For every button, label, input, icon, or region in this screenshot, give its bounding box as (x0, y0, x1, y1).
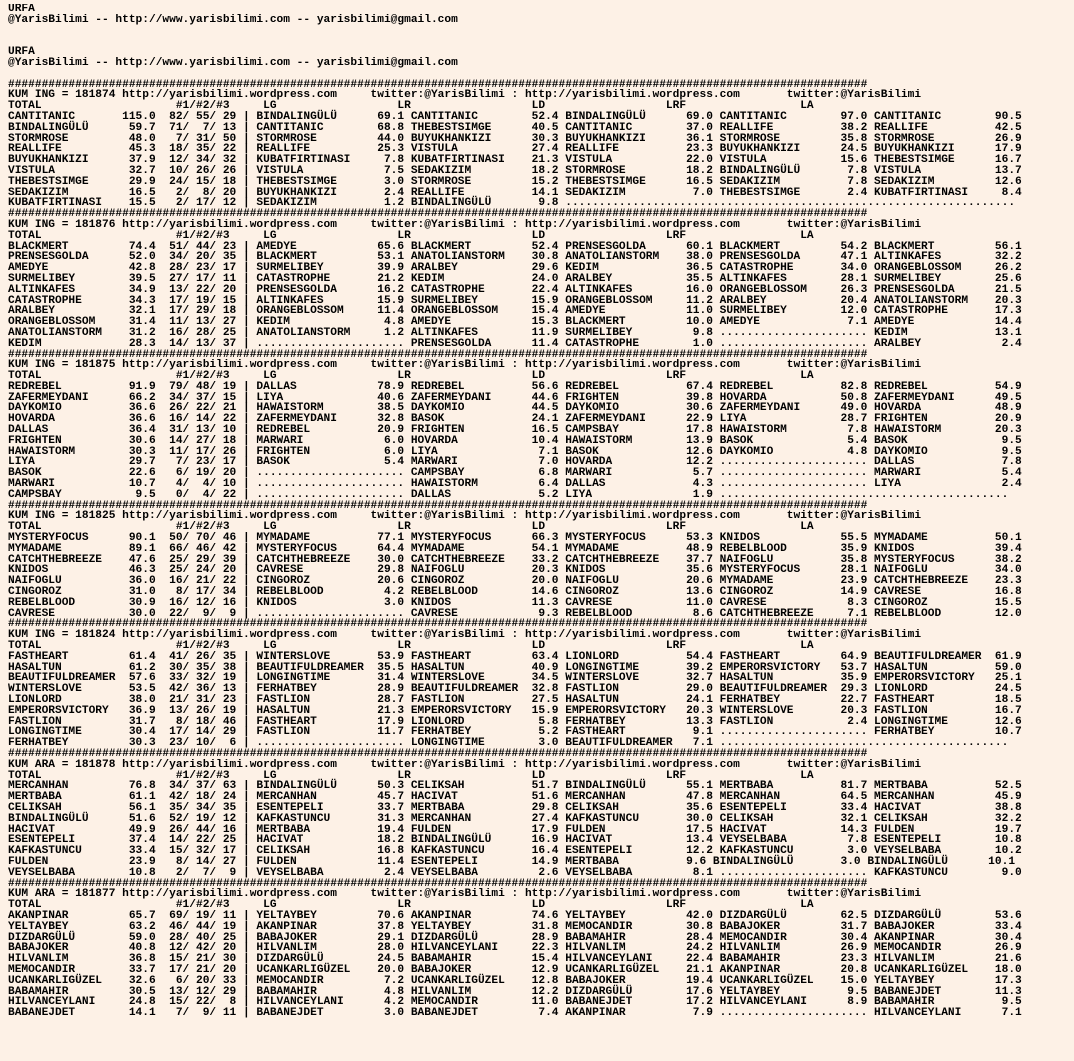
site-header-line: @YarisBilimi -- http://www.yarisbilimi.com -- yarisbilimi@gmail.com (8, 56, 458, 69)
result-row: BUYUKHANKIZI 37.9 12/ 34/ 32 | KUBATFIRTINASI 7.8 KUBATFIRTINASI 21.3 VISTULA 22.0 VISTULA 15.6 THEBESTSIMGE 16.7 (8, 154, 1022, 167)
result-row: UCANKARLIGÜZEL 32.6 6/ 20/ 33 | MEMOCANDIR 7.2 UCANKARLIGÜZEL 12.8 BABAJOKER 19.4 UCANKARLIGÜZEL 15.0 YELTAYBEY 17.3 (8, 974, 1022, 987)
result-row: KAFKASTUNCU 33.4 15/ 32/ 17 | CELIKSAH 16.8 KAFKASTUNCU 16.4 ESENTEPELI 12.2 KAFKASTUNCU 3.0 VEYSELBABA 10.2 (8, 845, 1022, 858)
result-row: BLACKMERT 74.4 51/ 44/ 23 | AMEDYE 65.6 BLACKMERT 52.4 PRENSESGOLDA 60.1 BLACKMERT 54.2 BLACKMERT 56.1 (8, 240, 1022, 253)
result-row: FASTHEART 61.4 41/ 26/ 35 | WINTERSLOVE 53.9 FASTHEART 63.4 LIONLORD 54.4 FASTHEART 64.9 BEAUTIFULDREAMER 61.9 (8, 650, 1022, 663)
column-header-line: TOTAL #1/#2/#3 LG LR LD LRF LA (8, 370, 814, 383)
result-row: ANATOLIANSTORM 31.2 16/ 28/ 25 | ANATOLIANSTORM 1.2 ALTINKAFES 11.9 SURMELIBEY 9.8 ...................... KEDIM 13.1 (8, 326, 1022, 339)
result-row: YELTAYBEY 63.2 46/ 44/ 19 | AKANPINAR 37.8 YELTAYBEY 31.8 MEMOCANDIR 30.8 BABAJOKER 31.7 BABAJOKER 33.4 (8, 920, 1022, 933)
column-header-line: TOTAL #1/#2/#3 LG LR LD LRF LA (8, 229, 814, 242)
result-row: BABAJOKER 40.8 12/ 42/ 20 | HILVANLIM 28.0 HILVANCEYLANI 22.3 HILVANLIM 24.2 HILVANLIM 26.9 MEMOCANDIR 26.9 (8, 942, 1022, 955)
result-row: MYMADAME 89.1 66/ 46/ 42 | MYSTERYFOCUS 64.4 MYMADAME 54.1 MYMADAME 48.9 REBELBLOOD 35.9 KNIDOS 39.4 (8, 542, 1022, 555)
result-row: LIONLORD 38.0 21/ 31/ 23 | FASTLION 28.7 FASTLION 27.5 HASALTUN 24.1 FERHATBEY 22.7 FASTHEART 18.5 (8, 694, 1022, 706)
result-row: HILVANLIM 36.8 15/ 21/ 30 | DIZDARGÜLÜ 24.5 BABAMAHIR 15.4 HILVANCEYLANI 22.4 BABAMAHIR 23.3 HILVANLIM 21.6 (8, 953, 1022, 966)
result-row: BEAUTIFULDREAMER 57.6 33/ 32/ 19 | LONGINGTIME 31.4 WINTERSLOVE 34.5 WINTERSLOVE 32.7 HASALTUN 35.9 EMPERORSVICTORY 25.1 (8, 672, 1022, 685)
result-row: HOVARDA 36.6 16/ 14/ 22 | ZAFERMEYDANI 32.8 BASOK 24.1 ZAFERMEYDANI 22.9 LIYA 28.7 FRIGHTEN 20.9 (8, 413, 1022, 426)
column-header-line: TOTAL #1/#2/#3 LG LR LD LRF LA (8, 100, 814, 113)
results-text (8, 4, 1074, 1019)
result-row: DALLAS 36.4 31/ 13/ 10 | REDREBEL 20.9 FRIGHTEN 16.5 CAMPSBAY 17.8 HAWAISTORM 7.8 HAWAISTORM 20.3 (8, 424, 1022, 437)
result-row: BABAMAHIR 30.5 13/ 12/ 29 | BABAMAHIR 4.8 HILVANLIM 12.2 DIZDARGÜLÜ 17.6 YELTAYBEY 9.5 BABANEJDET 11.3 (8, 985, 1022, 998)
results-document (8, 4, 1074, 1061)
site-header-line: URFA (8, 4, 35, 15)
result-row: FERHATBEY 30.3 23/ 10/ 6 | ...................... LONGINGTIME 3.0 BEAUTIFULDREAMER 7.1 ........................................... (8, 737, 1009, 750)
result-row: REDREBEL 91.9 79/ 48/ 19 | DALLAS 78.9 REDREBEL 56.6 REDREBEL 67.4 REDREBEL 82.8 REDREBEL 54.9 (8, 380, 1022, 393)
result-row: WINTERSLOVE 53.5 42/ 36/ 13 | FERHATBEY 28.9 BEAUTIFULDREAMER 32.8 FASTLION 29.0 BEAUTIFULDREAMER 29.3 LIONLORD 24.5 (8, 683, 1022, 696)
separator-line: ################################################################################################################################ (8, 348, 868, 361)
result-row: HASALTUN 61.2 30/ 35/ 38 | BEAUTIFULDREAMER 35.5 HASALTUN 40.9 LONGINGTIME 39.2 EMPERORSVICTORY 53.7 HASALTUN 59.0 (8, 661, 1022, 674)
result-row: AKANPINAR 65.7 69/ 19/ 11 | YELTAYBEY 70.6 AKANPINAR 74.6 YELTAYBEY 42.0 DIZDARGÜLÜ 62.5 DIZDARGÜLÜ 53.6 (8, 909, 1022, 922)
result-row: CAMPSBAY 9.5 0/ 4/ 22 | ...................... DALLAS 5.2 LIYA 1.9 ........................................... (8, 488, 1009, 501)
separator-line: ################################################################################################################################ (8, 618, 868, 631)
result-row: KEDIM 28.3 14/ 13/ 37 | ...................... PRENSESGOLDA 11.4 CATASTROPHE 1.0 ...................... ARALBEY 2.4 (8, 337, 1022, 350)
result-row: ALTINKAFES 34.9 13/ 22/ 20 | PRENSESGOLDA 16.2 CATASTROPHE 22.4 ALTINKAFES 16.0 ORANGEBLOSSOM 26.3 PRENSESGOLDA 21.5 (8, 283, 1022, 296)
result-row: REALLIFE 45.3 18/ 35/ 22 | REALLIFE 25.3 VISTULA 27.4 REALLIFE 23.3 BUYUKHANKIZI 24.5 BUYUKHANKIZI 17.9 (8, 143, 1022, 156)
site-header-line: URFA (8, 46, 35, 59)
result-row: HACIVAT 49.9 26/ 44/ 16 | MERTBABA 19.4 FULDEN 17.9 FULDEN 17.5 HACIVAT 14.3 FULDEN 19.7 (8, 823, 1022, 836)
result-row: MERCANHAN 76.8 34/ 37/ 63 | BINDALINGÜLÜ 50.3 CELIKSAH 51.7 BINDALINGÜLÜ 55.1 MERTBABA 81.7 MERTBABA 52.5 (8, 780, 1022, 793)
result-row: ZAFERMEYDANI 66.2 34/ 37/ 15 | LIYA 40.6 ZAFERMEYDANI 44.6 FRIGHTEN 39.8 HOVARDA 50.8 ZAFERMEYDANI 49.5 (8, 391, 1022, 404)
result-row: THEBESTSIMGE 29.9 24/ 15/ 18 | THEBESTSIMGE 3.0 STORMROSE 15.2 THEBESTSIMGE 16.5 SEDAKIZIM 7.8 SEDAKIZIM 12.6 (8, 175, 1022, 188)
result-row: BABANEJDET 14.1 7/ 9/ 11 | BABANEJDET 3.0 BABANEJDET 7.4 AKANPINAR 7.9 ...................... HILVANCEYLANI 7.1 (8, 1007, 1022, 1020)
result-row: CANTITANIC 115.0 82/ 55/ 29 | BINDALINGÜLÜ 69.1 CANTITANIC 52.4 BINDALINGÜLÜ 69.0 CANTITANIC 97.0 CANTITANIC 90.5 (8, 110, 1022, 123)
result-row: NAIFOGLU 36.0 16/ 21/ 22 | CINGOROZ 20.6 CINGOROZ 20.0 NAIFOGLU 20.6 MYMADAME 23.9 CATCHTHEBREEZE 23.3 (8, 575, 1022, 588)
result-row: BASOK 22.6 6/ 19/ 20 | ...................... CAMPSBAY 6.8 MARWARI 5.7 ...................... MARWARI 5.4 (8, 467, 1022, 480)
result-row: HAWAISTORM 30.3 11/ 17/ 26 | FRIGHTEN 6.0 LIYA 7.1 BASOK 12.6 DAYKOMIO 4.8 DAYKOMIO 9.5 (8, 445, 1022, 458)
result-row: KUBATFIRTINASI 15.5 2/ 17/ 12 | SEDAKIZIM 1.2 BINDALINGÜLÜ 9.8 ................................................................... (8, 197, 1016, 210)
result-row: BINDALINGÜLÜ 59.7 71/ 7/ 13 | CANTITANIC 68.8 THEBESTSIMGE 40.5 CANTITANIC 37.0 REALLIFE 38.2 REALLIFE 42.5 (8, 121, 1022, 134)
result-row: DIZDARGÜLÜ 59.0 28/ 40/ 25 | BABAJOKER 29.1 DIZDARGÜLÜ 28.9 BABAMAHIR 28.4 MEMOCANDIR 30.4 AKANPINAR 30.4 (8, 931, 1022, 944)
race-header-line: KUM ING = 181875 http://yarisbilimi.wordpress.com twitter:@YarisBilimi : http://yarisbilimi.wordpress.com twitter:@YarisBilimi (8, 359, 922, 372)
result-row: STORMROSE 48.0 7/ 31/ 50 | STORMROSE 44.0 BUYUKHANKIZI 30.3 BUYUKHANKIZI 36.1 STORMROSE 35.8 STORMROSE 26.9 (8, 132, 1022, 145)
result-row: FRIGHTEN 30.6 14/ 27/ 18 | MARWARI 6.0 HOVARDA 10.4 HAWAISTORM 13.9 BASOK 5.4 BASOK 9.5 (8, 434, 1022, 447)
separator-line: ################################################################################################################################ (8, 78, 868, 91)
result-row: MARWARI 10.7 4/ 4/ 10 | ...................... HAWAISTORM 6.4 DALLAS 4.3 ...................... LIYA 2.4 (8, 478, 1022, 491)
result-row: REBELBLOOD 30.9 16/ 12/ 16 | KNIDOS 3.0 KNIDOS 11.3 CAVRESE 11.0 CAVRESE 8.3 CINGOROZ 15.5 (8, 596, 1022, 609)
result-row: MYSTERYFOCUS 90.1 50/ 70/ 46 | MYMADAME 77.1 MYSTERYFOCUS 66.3 MYSTERYFOCUS 53.3 KNIDOS 55.5 MYMADAME 50.1 (8, 532, 1022, 545)
result-row: HILVANCEYLANI 24.8 15/ 22/ 8 | HILVANCEYLANI 4.2 MEMOCANDIR 11.0 BABANEJDET 17.2 HILVANCEYLANI 8.9 BABAMAHIR 9.5 (8, 996, 1022, 1009)
result-row: CELIKSAH 56.1 35/ 34/ 35 | ESENTEPELI 33.7 MERTBABA 29.8 CELIKSAH 35.6 ESENTEPELI 33.4 HACIVAT 38.8 (8, 801, 1022, 814)
result-row: LIYA 29.7 7/ 23/ 17 | BASOK 5.4 MARWARI 7.0 HOVARDA 12.2 ...................... DALLAS 7.8 (8, 456, 1022, 469)
result-row: MEMOCANDIR 33.7 17/ 21/ 20 | UCANKARLIGÜZEL 20.0 BABAJOKER 12.9 UCANKARLIGÜZEL 21.1 AKANPINAR 20.8 UCANKARLIGÜZEL 18.0 (8, 963, 1022, 976)
result-row: CATCHTHEBREEZE 47.6 25/ 29/ 39 | CATCHTHEBREEZE 30.0 CATCHTHEBREEZE 33.2 CATCHTHEBREEZE 37.7 NAIFOGLU 35.8 MYSTERYFOCUS 38.2 (8, 553, 1022, 566)
column-header-line: TOTAL #1/#2/#3 LG LR LD LRF LA (8, 640, 814, 653)
result-row: FULDEN 23.9 8/ 14/ 27 | FULDEN 11.4 ESENTEPELI 14.9 MERTBABA 9.6 BINDALINGÜLÜ 3.0 BINDALINGÜLÜ 10.1 (8, 855, 1016, 868)
result-row: CAVRESE 30.0 22/ 9/ 9 | ...................... CAVRESE 9.3 REBELBLOOD 8.6 CATCHTHEBREEZE 7.1 REBELBLOOD 12.0 (8, 607, 1022, 620)
column-header-line: TOTAL #1/#2/#3 LG LR LD LRF LA (8, 769, 814, 782)
result-row: VEYSELBABA 10.8 2/ 7/ 9 | VEYSELBABA 2.4 VEYSELBABA 2.6 VEYSELBABA 8.1 ...................... KAFKASTUNCU 9.0 (8, 866, 1022, 879)
result-row: KNIDOS 46.3 25/ 24/ 20 | CAVRESE 29.8 NAIFOGLU 20.3 KNIDOS 35.6 MYSTERYFOCUS 28.1 NAIFOGLU 34.0 (8, 564, 1022, 577)
race-header-line: KUM ARA = 181877 http://yarisbilimi.wordpress.com twitter:@YarisBilimi : http://yarisbilimi.wordpress.com twitter:@YarisBilimi (8, 888, 922, 901)
result-row: ARALBEY 32.1 17/ 29/ 18 | ORANGEBLOSSOM 11.4 ORANGEBLOSSOM 15.4 AMEDYE 11.0 SURMELIBEY 12.0 CATASTROPHE 17.3 (8, 305, 1022, 318)
result-row: CINGOROZ 31.0 8/ 17/ 34 | REBELBLOOD 4.2 REBELBLOOD 14.6 CINGOROZ 13.6 CINGOROZ 14.9 CAVRESE 16.8 (8, 586, 1022, 599)
result-row: LONGINGTIME 30.4 17/ 14/ 29 | FASTLION 11.7 FERHATBEY 5.2 FASTHEART 9.1 ...................... FERHATBEY 10.7 (8, 726, 1022, 739)
result-row: ORANGEBLOSSOM 31.4 11/ 13/ 27 | KEDIM 4.8 AMEDYE 15.3 BLACKMERT 10.0 AMEDYE 7.1 AMEDYE 14.4 (8, 316, 1022, 329)
result-row: MERTBABA 61.1 42/ 18/ 24 | MERCANHAN 45.7 HACIVAT 51.6 MERCANHAN 47.8 MERCANHAN 64.5 MERCANHAN 45.9 (8, 791, 1022, 804)
result-row: DAYKOMIO 36.6 26/ 22/ 21 | HAWAISTORM 38.5 DAYKOMIO 44.5 DAYKOMIO 30.6 ZAFERMEYDANI 49.0 HOVARDA 48.9 (8, 402, 1022, 415)
separator-line: ################################################################################################################################ (8, 877, 868, 890)
separator-line: ################################################################################################################################ (8, 208, 868, 221)
separator-line: ################################################################################################################################ (8, 499, 868, 512)
result-row: CATASTROPHE 34.3 17/ 19/ 15 | ALTINKAFES 15.9 SURMELIBEY 15.9 ORANGEBLOSSOM 11.2 ARALBEY 20.4 ANATOLIANSTORM 20.3 (8, 294, 1022, 307)
result-row: SEDAKIZIM 16.5 2/ 8/ 20 | BUYUKHANKIZI 2.4 REALLIFE 14.1 SEDAKIZIM 7.0 THEBESTSIMGE 2.4 KUBATFIRTINASI 8.4 (8, 186, 1022, 199)
race-header-line: KUM ARA = 181878 http://yarisbilimi.wordpress.com twitter:@YarisBilimi : http://yarisbilimi.wordpress.com twitter:@YarisBilimi (8, 758, 922, 771)
result-row: EMPERORSVICTORY 36.9 13/ 26/ 19 | HASALTUN 21.3 EMPERORSVICTORY 15.9 EMPERORSVICTORY 20.3 WINTERSLOVE 20.3 FASTLION 16.7 (8, 704, 1022, 717)
race-header-line: KUM ING = 181825 http://yarisbilimi.wordpress.com twitter:@YarisBilimi : http://yarisbilimi.wordpress.com twitter:@YarisBilimi (8, 510, 922, 523)
race-header-line: KUM ING = 181874 http://yarisbilimi.wordpress.com twitter:@YarisBilimi : http://yarisbilimi.wordpress.com twitter:@YarisBilimi (8, 89, 922, 102)
race-header-line: KUM ING = 181824 http://yarisbilimi.wordpress.com twitter:@YarisBilimi : http://yarisbilimi.wordpress.com twitter:@YarisBilimi (8, 629, 922, 642)
separator-line: ################################################################################################################################ (8, 747, 868, 760)
column-header-line: TOTAL #1/#2/#3 LG LR LD LRF LA (8, 899, 814, 912)
race-header-line: KUM ING = 181876 http://yarisbilimi.wordpress.com twitter:@YarisBilimi : http://yarisbilimi.wordpress.com twitter:@YarisBilimi (8, 218, 922, 231)
result-row: AMEDYE 42.8 28/ 23/ 17 | SURMELIBEY 39.9 ARALBEY 29.6 KEDIM 36.5 CATASTROPHE 34.0 ORANGEBLOSSOM 26.2 (8, 262, 1022, 275)
column-header-line: TOTAL #1/#2/#3 LG LR LD LRF LA (8, 521, 814, 534)
result-row: PRENSESGOLDA 52.0 34/ 20/ 35 | BLACKMERT 53.1 ANATOLIANSTORM 30.8 ANATOLIANSTORM 38.0 PRENSESGOLDA 47.1 ALTINKAFES 32.2 (8, 251, 1022, 264)
result-row: VISTULA 32.7 10/ 26/ 26 | VISTULA 7.5 SEDAKIZIM 18.2 STORMROSE 18.2 BINDALINGÜLÜ 7.8 VISTULA 13.7 (8, 164, 1022, 177)
result-row: ESENTEPELI 37.4 14/ 22/ 25 | HACIVAT 18.2 BINDALINGÜLÜ 16.9 HACIVAT 13.4 VEYSELBABA 7.8 ESENTEPELI 10.8 (8, 834, 1022, 847)
result-row: FASTLION 31.7 8/ 18/ 46 | FASTHEART 17.9 LIONLORD 5.8 FERHATBEY 13.3 FASTLION 2.4 LONGINGTIME 12.6 (8, 715, 1022, 728)
result-row: BINDALINGÜLÜ 51.6 52/ 19/ 12 | KAFKASTUNCU 31.3 MERCANHAN 27.4 KAFKASTUNCU 30.0 CELIKSAH 32.1 CELIKSAH 32.2 (8, 812, 1022, 825)
site-header-line: @YarisBilimi -- http://www.yarisbilimi.com -- yarisbilimi@gmail.com (8, 13, 458, 26)
result-row: SURMELIBEY 39.5 27/ 17/ 11 | CATASTROPHE 21.2 KEDIM 24.0 ARALBEY 35.5 ALTINKAFES 28.1 SURMELIBEY 25.6 (8, 272, 1022, 285)
